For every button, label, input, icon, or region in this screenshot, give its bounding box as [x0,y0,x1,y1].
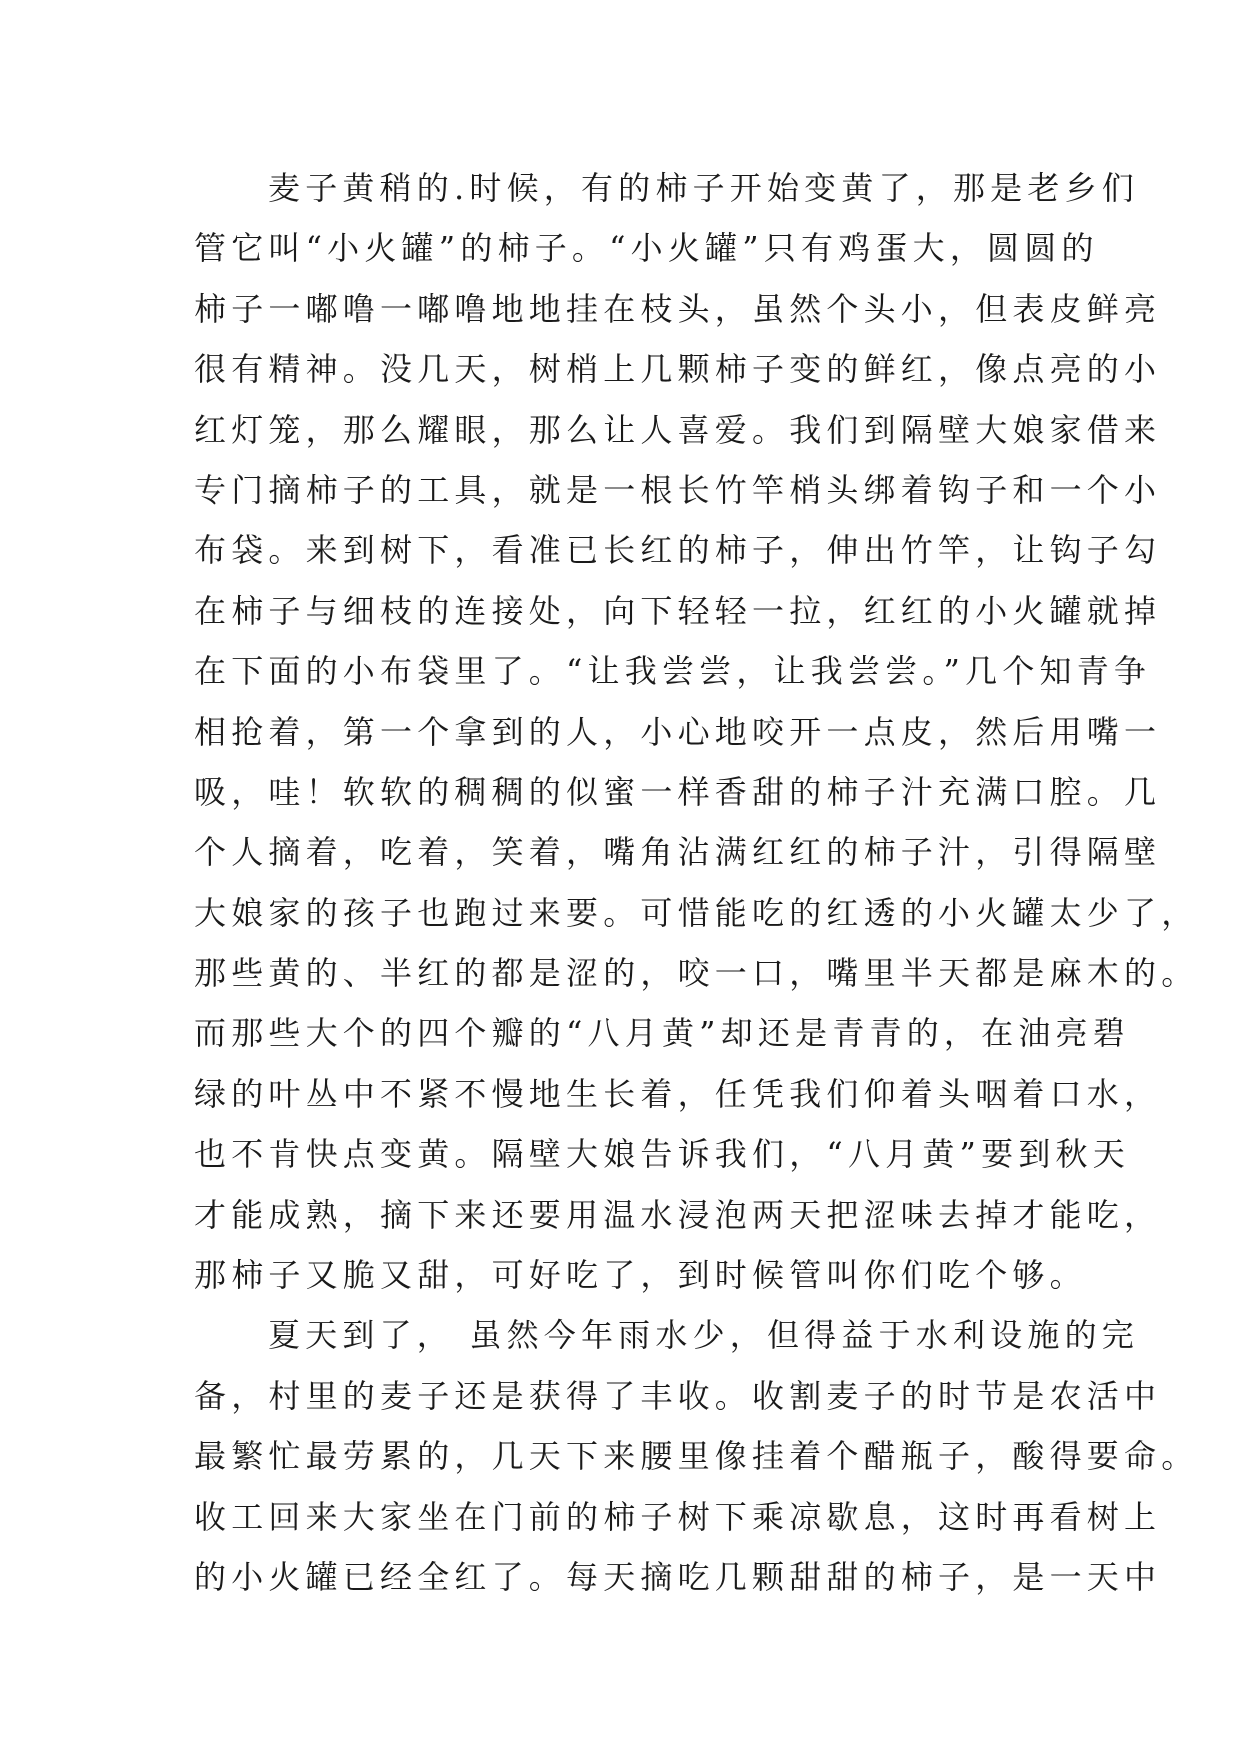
text-line: 的小火罐已经全红了。每天摘吃几颗甜甜的柿子，是一天中 [194,1557,1162,1596]
paragraph-1 [194,158,1199,1305]
text-line: 管它叫“小火罐”的柿子。“小火罐”只有鸡蛋大，圆圆的 [194,229,1099,268]
text-line: 而那些大个的四个瓣的“八月黄”却还是青青的，在油亮碧 [194,1014,1130,1053]
text-line: 麦子黄稍的.时候，有的柿子开始变黄了，那是老乡们 [268,169,1139,207]
text-line: 红灯笼，那么耀眼，那么让人喜爱。我们到隔壁大娘家借来 [194,410,1162,449]
text-line: 吸，哇！软软的稠稠的似蜜一样香甜的柿子汁充满口腔。几 [194,772,1162,811]
text-line: 相抢着，第一个拿到的人，小心地咬开一点皮，然后用嘴一 [194,712,1162,751]
paragraph-2 [194,1305,1199,1607]
text-line: 柿子一嘟噜一嘟噜地地挂在枝头，虽然个头小，但表皮鲜亮 [194,289,1162,328]
text-line: 那些黄的、半红的都是涩的，咬一口，嘴里半天都是麻木的。 [194,954,1199,993]
text-line: 很有精神。没几天，树梢上几颗柿子变的鲜红，像点亮的小 [194,350,1162,389]
text-line: 夏天到了， 虽然今年雨水少，但得益于水利设施的完 [268,1316,1139,1355]
text-line: 专门摘柿子的工具，就是一根长竹竿梢头绑着钩子和一个小 [194,470,1162,509]
text-line: 也不肯快点变黄。隔壁大娘告诉我们，“八月黄”要到秋天 [194,1135,1130,1174]
text-line: 在柿子与细枝的连接处，向下轻轻一拉，红红的小火罐就掉 [194,591,1162,630]
text-line: 个人摘着，吃着，笑着，嘴角沾满红红的柿子汁，引得隔壁 [194,833,1162,872]
text-line: 大娘家的孩子也跑过来要。可惜能吃的红透的小火罐太少了， [194,893,1199,932]
body-text [194,158,1199,1607]
text-line: 备，村里的麦子还是获得了丰收。收割麦子的时节是农活中 [194,1376,1162,1415]
text-line: 在下面的小布袋里了。“让我尝尝，让我尝尝。”几个知青争 [194,652,1152,691]
text-line: 才能成熟，摘下来还要用温水浸泡两天把涩味去掉才能吃， [194,1195,1162,1234]
text-line: 绿的叶丛中不紧不慢地生长着，任凭我们仰着头咽着口水， [194,1074,1162,1113]
text-line: 那柿子又脆又甜，可好吃了，到时候管叫你们吃个够。 [194,1256,1087,1295]
text-line: 最繁忙最劳累的，几天下来腰里像挂着个醋瓶子，酸得要命。 [194,1437,1199,1476]
text-line: 布袋。来到树下，看准已长红的柿子，伸出竹竿，让钩子勾 [194,531,1162,570]
text-line: 收工回来大家坐在门前的柿子树下乘凉歇息，这时再看树上 [194,1497,1162,1536]
